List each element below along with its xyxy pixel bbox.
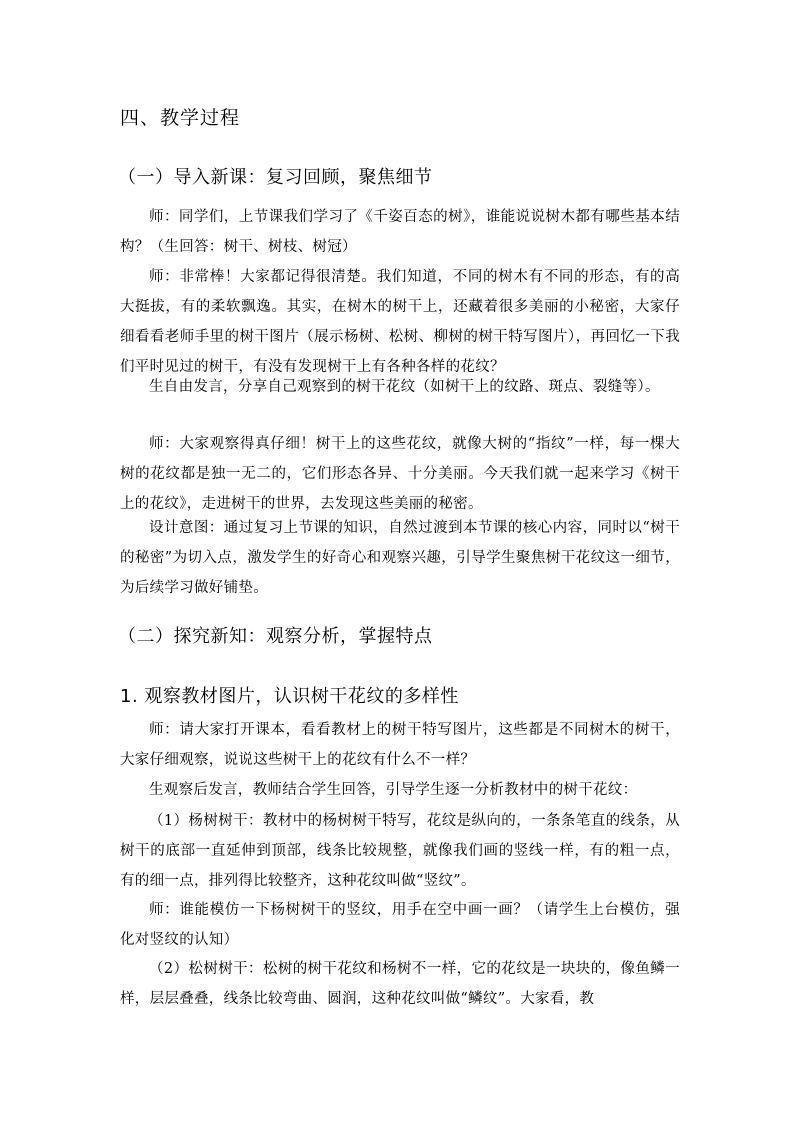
paragraph: （2）松树树干：松树的树干花纹和杨树不一样，它的花纹是一块块的，像鱼鳞一样，层层叠叠，线条比较弯曲、圆润，这种花纹叫做“鳞纹”。大家看，教 [120,961,680,1007]
paragraph: 生自由发言，分享自己观察到的树干花纹（如树干上的纹路、斑点、裂缝等）。 [149,379,660,395]
part1-heading: （一）导入新课：复习回顾，聚焦细节 [118,167,433,188]
part2-subheading: 1. 观察教材图片，认识树干花纹的多样性 [120,686,459,707]
section-title: 四、教学过程 [120,107,241,129]
paragraph: 师：请大家打开课本，看看教材上的树干特写图片，这些都是不同树木的树干，大家仔细观察，说说这些树干上的花纹有什么不一样？ [120,722,680,768]
paragraph: （1）杨树树干：教材中的杨树树干特写，花纹是纵向的，一条条笔直的线条，从树干的底部一直延伸到顶部，线条比较规整，就像我们画的竖线一样，有的粗一点，有的细一点，排列得比较整齐，这种花纹叫做“竖纹”。 [120,813,680,889]
paragraph: 生观察后发言，教师结合学生回答，引导学生逐一分析教材中的树干花纹： [149,782,638,798]
paragraph: 设计意图：通过复习上节课的知识，自然过渡到本节课的核心内容，同时以“树干的秘密”为切入点，激发学生的好奇心和观察兴趣，引导学生聚焦树干花纹这一细节，为后续学习做好铺垫。 [120,520,680,596]
paragraph: 师：大家观察得真仔细！树干上的这些花纹，就像大树的“指纹”一样，每一棵大树的花纹都是独一无二的，它们形态各异、十分美丽。今天我们就一起来学习《树干上的花纹》，走进树干的世界，去发现这些美丽的秘密。 [120,436,680,512]
paragraph: 师：同学们，上节课我们学习了《千姿百态的树》，谁能说说树木都有哪些基本结构？（生回答：树干、树枝、树冠） [120,209,680,255]
paragraph: 师：非常棒！大家都记得很清楚。我们知道，不同的树木有不同的形态，有的高大挺拔，有的柔软飘逸。其实，在树木的树干上，还藏着很多美丽的小秘密，大家仔细看看老师手里的树干图片（展示杨树、松树、柳树的树干特写图片），再回忆一下我们平时见过的树干，有没有发现树干上有各种各样的花纹？ [120,269,680,375]
part2-heading: （二）探究新知：观察分析，掌握特点 [118,626,433,647]
paragraph: 师：谁能模仿一下杨树树干的竖纹，用手在空中画一画？（请学生上台模仿，强化对竖纹的认知） [120,902,680,948]
